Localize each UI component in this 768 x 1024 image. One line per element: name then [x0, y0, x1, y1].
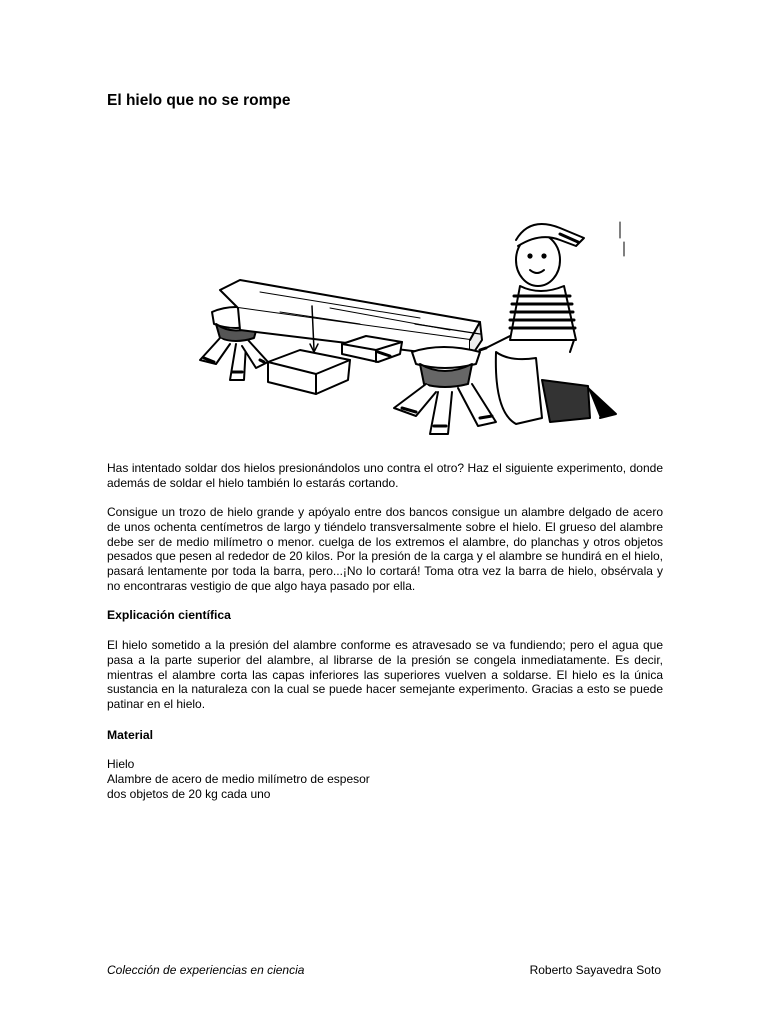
intro-paragraph: Has intentado soldar dos hielos presionándolos uno contra el otro? Haz el siguiente experimento, donde además de soldar el hielo también lo estarás cortando. — [107, 461, 663, 490]
explanation-paragraph: El hielo sometido a la presión del alambre conforme es atravesado se va fundiendo; pero el agua que pasa a la parte superior del alambre, al librarse de la presión se congela inmediatamente. Es decir, mientras el alambre corta las capas inferiores las superiores vuelven a soldarse. El hielo es la única sustancia en la naturaleza con la cual se puede hacer semejante experimento. Gracias a esto se puede patinar en el hielo. — [107, 638, 663, 712]
right-stool-drawing — [394, 347, 496, 434]
material-item: dos objetos de 20 kg cada uno — [107, 787, 271, 801]
footer-collection: Colección de experiencias en ciencia — [107, 963, 305, 977]
material-item: Alambre de acero de medio milímetro de espesor — [107, 772, 370, 786]
sketch-hatch-marks — [620, 222, 624, 256]
material-item: Hielo — [107, 757, 135, 771]
procedure-paragraph: Consigue un trozo de hielo grande y apóyalo entre dos bancos consigue un alambre delgado de acero de unos ochenta centímetros de largo y tiéndelo transversalmente sobre el hielo. El grueso del alambre debe ser de medio milímetro o menor. cuelga de los extremos el alambre, do planchas y otros objetos pesados que pesen al rededor de 20 kilos. Por la presión de la carga y el alambre se hundirá en el hielo, pasará lentamente por toda la barra, pero...¡No lo cortará! Toma otra vez la barra de hielo, obsérvala y no encontraras vestigio de que algo haya pasado por ella. — [107, 505, 663, 593]
weight-block-left — [268, 350, 350, 394]
footer-author: Roberto Sayavedra Soto — [529, 963, 661, 977]
page-title: El hielo que no se rompe — [107, 92, 291, 109]
explanation-heading: Explicación científica — [107, 608, 231, 622]
experiment-illustration — [180, 212, 630, 442]
material-list — [107, 757, 370, 802]
material-heading: Material — [107, 728, 154, 742]
boy-drawing — [480, 224, 616, 424]
